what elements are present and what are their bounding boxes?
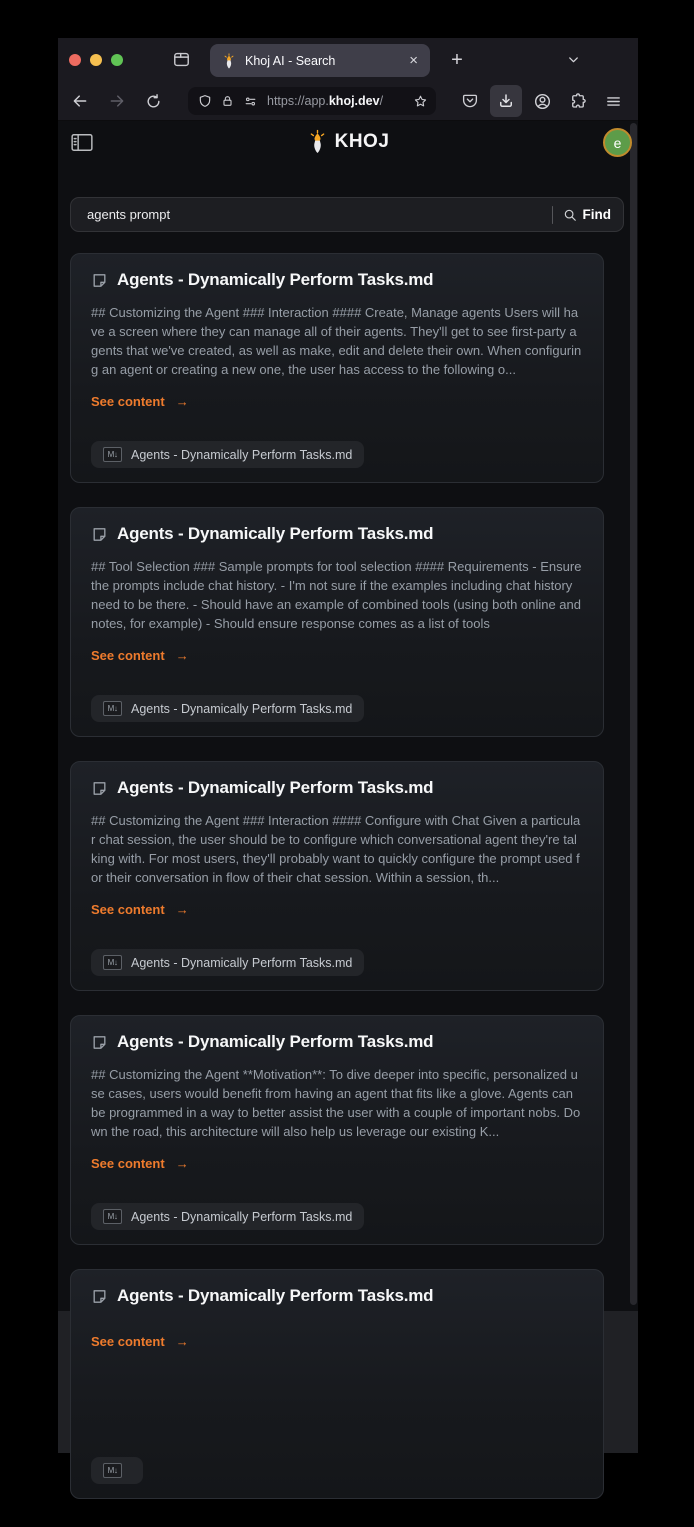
tab-list-chevron-icon[interactable] [566,52,581,67]
extensions-puzzle-icon[interactable] [566,89,590,113]
tab-khoj-search[interactable] [210,44,430,77]
see-content-link[interactable] [91,648,583,663]
find-button[interactable] [563,207,612,222]
markdown-icon: M↓ [103,447,122,462]
url-text: https://app.khoj.dev/ [267,94,384,108]
tab-title: Khoj AI - Search [245,53,336,68]
arrow-right-icon: → [175,1334,189,1349]
search-input[interactable] [75,207,552,222]
note-file-icon [91,526,108,543]
file-chip[interactable] [91,1457,143,1484]
result-title-row [91,270,583,290]
result-title: Agents - Dynamically Perform Tasks.md [117,778,434,797]
see-content-link[interactable] [91,1156,583,1171]
see-content-link[interactable] [91,902,583,917]
downloads-icon[interactable] [490,85,522,117]
result-card [70,253,604,483]
result-title: Agents - Dynamically Perform Tasks.md [117,270,434,289]
file-chip[interactable] [91,1203,364,1230]
result-card [70,1015,604,1245]
note-file-icon [91,272,108,289]
navigation-toolbar [58,82,638,121]
note-file-icon [91,1034,108,1051]
see-content-label: See content [91,1334,165,1349]
see-content-link[interactable] [91,1334,583,1349]
result-card [70,507,604,737]
back-icon[interactable] [68,89,92,113]
khoj-logo[interactable] [58,129,638,154]
arrow-right-icon: → [175,902,189,917]
result-title: Agents - Dynamically Perform Tasks.md [117,1286,434,1305]
reload-icon[interactable] [141,89,165,113]
see-content-link[interactable] [91,394,583,409]
see-content-label: See content [91,902,165,917]
note-file-icon [91,1288,108,1305]
new-tab-button[interactable]: + [451,48,463,71]
see-content-label: See content [91,648,165,663]
result-title: Agents - Dynamically Perform Tasks.md [117,524,434,543]
result-snippet: ## Customizing the Agent ### Interaction #### Create, Manage agents Users will have a screen where they can manage all of their agents. They'll get to see first-party agents that we've created, as well as make, edit and delete their own. When configuring an agent or creating a new one, the user has access to the following o... [91,305,582,377]
markdown-icon: M↓ [103,1209,122,1224]
arrow-right-icon: → [175,648,189,663]
result-card [70,1269,604,1499]
file-chip-label: Agents - Dynamically Perform Tasks.md [131,447,353,462]
results-list [70,253,604,1499]
arrow-right-icon: → [175,1156,189,1171]
window-zoom-button[interactable] [111,54,123,66]
file-chip[interactable] [91,695,364,722]
file-chip-label: Agents - Dynamically Perform Tasks.md [131,701,353,716]
markdown-icon: M↓ [103,955,122,970]
pocket-icon[interactable] [458,89,482,113]
file-chip-label: Agents - Dynamically Perform Tasks.md [131,955,353,970]
result-card [70,761,604,991]
lock-icon[interactable] [221,94,234,108]
markdown-icon: M↓ [103,1463,122,1478]
tab-bar [58,38,638,82]
markdown-icon: M↓ [103,701,122,716]
logo-wordmark: KHOJ [334,130,390,152]
app-header [58,121,638,169]
note-file-icon [91,780,108,797]
page-content [58,121,638,1475]
khoj-lamp-icon [307,129,328,154]
result-title: Agents - Dynamically Perform Tasks.md [117,1032,434,1051]
file-chip[interactable] [91,441,364,468]
account-icon[interactable] [530,89,554,113]
file-chip-label: Agents - Dynamically Perform Tasks.md [131,1209,353,1224]
result-title-row [91,524,583,544]
permissions-sliders-icon[interactable] [243,95,258,108]
file-chip[interactable] [91,949,364,976]
firefox-view-icon[interactable] [172,50,191,69]
search-bar [70,197,624,232]
search-divider [552,206,553,224]
shield-icon[interactable] [198,94,212,108]
see-content-label: See content [91,1156,165,1171]
result-title-row [91,1286,583,1306]
scrollbar-thumb[interactable] [630,123,637,1305]
window-minimize-button[interactable] [90,54,102,66]
menu-hamburger-icon[interactable] [601,89,625,113]
result-title-row [91,778,583,798]
tab-close-icon[interactable]: × [409,52,418,69]
result-snippet: ## Customizing the Agent ### Interaction #### Configure with Chat Given a particular chat session, the user should be to configure which conversational agent they're talking with. For most users, they'll probably want to quickly configure the prompt used for their conversation in flow of their chat session. Within a session, th... [91,813,581,885]
see-content-label: See content [91,394,165,409]
result-snippet: ## Tool Selection ### Sample prompts for tool selection #### Requirements - Ensure the prompts include chat history. - I'm not sure if the examples including chat history need to be there. - Should have an example of combined tools (using both online and notes, for example) - Should ensure response comes as a list of tools [91,559,582,631]
result-title-row [91,1032,583,1052]
khoj-lamp-favicon [222,53,236,69]
browser-window [58,38,638,1475]
url-bar[interactable] [188,87,436,115]
avatar[interactable]: e [603,128,632,157]
bookmark-star-icon[interactable] [413,94,428,109]
find-label: Find [582,207,611,222]
search-icon [563,208,577,222]
forward-icon[interactable] [105,89,129,113]
arrow-right-icon: → [175,394,189,409]
window-close-button[interactable] [69,54,81,66]
result-snippet: ## Customizing the Agent **Motivation**: To dive deeper into specific, personalized use cases, users would benefit from having an agent that fits like a glove. Agents can be programmed in a way to better assist the user with a couple of important nobs. Down the road, this architecture will also help us leverage our existing K... [91,1067,581,1139]
